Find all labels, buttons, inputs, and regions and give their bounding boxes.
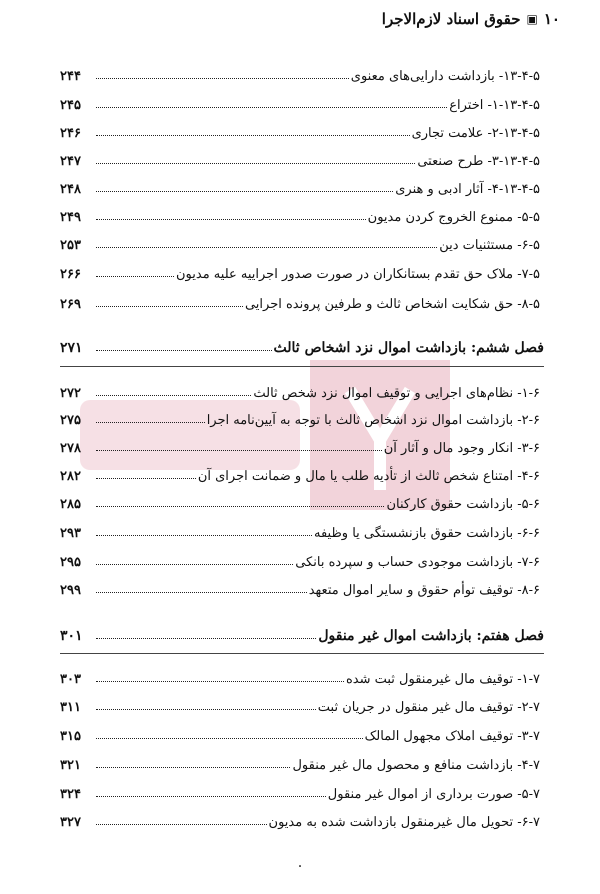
toc-entry-page: ۲۴۴ [60, 69, 81, 84]
toc-entry-page: ۲۹۵ [60, 555, 81, 570]
page-number: ۱۰ [543, 10, 560, 28]
toc-entry-page: ۲۷۸ [60, 441, 81, 456]
toc-entry-title: ۴-۶- امتناع شخص ثالث از تأدیه طلب یا مال و ضمانت اجرای آن [197, 469, 540, 484]
toc-entry-title: ۱۳-۴-۵- بازداشت دارایی‌های معنوی [350, 69, 540, 84]
toc-entry-page: ۳۱۵ [60, 729, 81, 744]
chapter-page: ۲۷۱ [60, 340, 83, 356]
toc-entry[interactable] [60, 722, 540, 744]
toc-entry[interactable] [60, 175, 540, 197]
chapter-heading[interactable] [60, 622, 544, 644]
dot-leader [96, 709, 316, 710]
toc-entry-title: ۴-۱۳-۴-۵- آثار ادبی و هنری [395, 182, 540, 197]
toc-entry-title: ۵-۶- بازداشت حقوق کارکنان [386, 497, 540, 512]
toc-entry[interactable] [60, 203, 540, 225]
toc-entry-title: ۱-۶- نظام‌های اجرایی و توقیف اموال نزد شخص ثالث [253, 386, 540, 401]
dot-leader [96, 107, 447, 108]
dot-leader [96, 638, 316, 639]
dot-leader [96, 395, 251, 396]
toc-entry-page: ۲۴۹ [60, 210, 81, 225]
toc-entry-title: ۷-۵- ملاک حق تقدم بستانکاران در صورت صدور اجراییه علیه مدیون [176, 267, 540, 282]
toc-entry[interactable] [60, 576, 540, 598]
toc-entry[interactable] [60, 780, 540, 802]
book-title: حقوق اسناد لازم‌الاجرا [381, 10, 521, 28]
dot-leader [96, 450, 382, 451]
dot-leader [96, 535, 312, 536]
toc-entry[interactable] [60, 519, 540, 541]
dot-leader [96, 191, 393, 192]
dot-leader [96, 135, 410, 136]
dot-leader [96, 738, 363, 739]
page-footer-mark: ٠ [296, 858, 304, 874]
toc-entry-title: ۸-۵- حق شکایت اشخاص ثالث و طرفین پرونده اجرایی [244, 297, 540, 312]
dot-leader [96, 796, 326, 797]
dot-leader [96, 78, 349, 79]
toc-entry-page: ۲۸۵ [60, 497, 81, 512]
toc-entry-page: ۳۲۴ [60, 787, 81, 802]
toc-entry-page: ۲۵۳ [60, 238, 81, 253]
toc-entry-page: ۲۴۸ [60, 182, 81, 197]
chapter-page: ۳۰۱ [60, 628, 83, 644]
dot-leader [96, 247, 437, 248]
toc-entry-title: ۶-۷- تحویل مال غیرمنقول بازداشت شده به مدیون [268, 815, 540, 830]
divider [60, 366, 544, 367]
toc-entry[interactable] [60, 665, 540, 687]
toc-entry-page: ۲۶۶ [60, 267, 81, 282]
page-header [382, 10, 560, 28]
toc-entry[interactable] [60, 379, 540, 401]
toc-entry-title: ۳-۷- توقیف املاک مجهول المالک [364, 729, 540, 744]
toc-entry-page: ۲۷۵ [60, 413, 81, 428]
dot-leader [96, 767, 290, 768]
toc-entry-page: ۲۴۷ [60, 154, 81, 169]
toc-entry[interactable] [60, 290, 540, 312]
toc-entry-title: ۵-۷- صورت برداری از اموال غیر منقول [327, 787, 540, 802]
toc-entry-page: ۲۹۹ [60, 583, 81, 598]
dot-leader [96, 422, 205, 423]
toc-entry-title: ۶-۶- بازداشت حقوق بازنشستگی یا وظیفه [313, 526, 540, 541]
dot-leader [96, 306, 243, 307]
dot-leader [96, 564, 293, 565]
toc-entry-page: ۲۴۵ [60, 98, 81, 113]
dot-leader [96, 478, 196, 479]
toc-entry-title: ۳-۶- انکار وجود مال و آثار آن [383, 441, 540, 456]
toc-entry[interactable] [60, 434, 540, 456]
toc-entry[interactable] [60, 147, 540, 169]
dot-leader [96, 592, 307, 593]
toc-entry-page: ۲۸۲ [60, 469, 81, 484]
toc-entry-title: ۴-۷- بازداشت منافع و محصول مال غیر منقول [292, 758, 540, 773]
toc-entry[interactable] [60, 406, 540, 428]
chapter-title: فصل هفتم: بازداشت اموال غیر منقول [318, 628, 544, 644]
chapter-heading[interactable] [60, 334, 544, 356]
toc-entry-title: ۱-۷- توقیف مال غیرمنقول ثبت شده [345, 672, 540, 687]
dot-leader [96, 824, 267, 825]
toc-entry-title: ۷-۶- بازداشت موجودی حساب و سپرده بانکی [295, 555, 540, 570]
toc-entry-title: ۳-۱۳-۴-۵- طرح صنعتی [417, 154, 540, 169]
dot-leader [96, 506, 384, 507]
toc-entry-page: ۳۰۳ [60, 672, 81, 687]
toc-entry-title: ۲-۷- توقیف مال غیر منقول در جریان ثبت [317, 700, 540, 715]
toc-entry-page: ۳۱۱ [60, 700, 81, 715]
divider [60, 653, 544, 654]
toc-entry[interactable] [60, 751, 540, 773]
toc-entry[interactable] [60, 260, 540, 282]
toc-entry[interactable] [60, 119, 540, 141]
toc-entry-title: ۲-۱۳-۴-۵- علامت تجاری [411, 126, 540, 141]
toc-entry[interactable] [60, 462, 540, 484]
toc-entry-title: ۸-۶- توقیف توأم حقوق و سایر اموال متعهد [308, 583, 540, 598]
toc-entry[interactable] [60, 490, 540, 512]
toc-entry-title: ۱-۱۳-۴-۵- اختراع [449, 98, 540, 113]
toc-entry[interactable] [60, 693, 540, 715]
dot-leader [96, 350, 272, 351]
toc-entry-page: ۳۲۷ [60, 815, 81, 830]
toc-entry[interactable] [60, 62, 540, 84]
toc-entry-page: ۳۲۱ [60, 758, 81, 773]
toc-entry-page: ۲۹۳ [60, 526, 81, 541]
square-marker-icon: ▣ [526, 12, 538, 26]
toc-entry[interactable] [60, 808, 540, 830]
toc-entry-page: ۲۷۲ [60, 386, 81, 401]
toc-entry[interactable] [60, 231, 540, 253]
dot-leader [96, 219, 366, 220]
toc-entry-title: ۲-۶- بازداشت اموال نزد اشخاص ثالث با توجه به آیین‌نامه اجرا [206, 413, 540, 428]
dot-leader [96, 276, 174, 277]
toc-entry[interactable] [60, 548, 540, 570]
toc-entry[interactable] [60, 91, 540, 113]
toc-entry-title: ۶-۵- مستثنیات دین [439, 238, 540, 253]
chapter-title: فصل ششم: بازداشت اموال نزد اشخاص ثالث [273, 340, 544, 356]
toc-entry-page: ۲۴۶ [60, 126, 81, 141]
dot-leader [96, 163, 415, 164]
toc-entry-page: ۲۶۹ [60, 297, 81, 312]
toc-entry-title: ۵-۵- ممنوع الخروج کردن مدیون [367, 210, 540, 225]
dot-leader [96, 681, 344, 682]
